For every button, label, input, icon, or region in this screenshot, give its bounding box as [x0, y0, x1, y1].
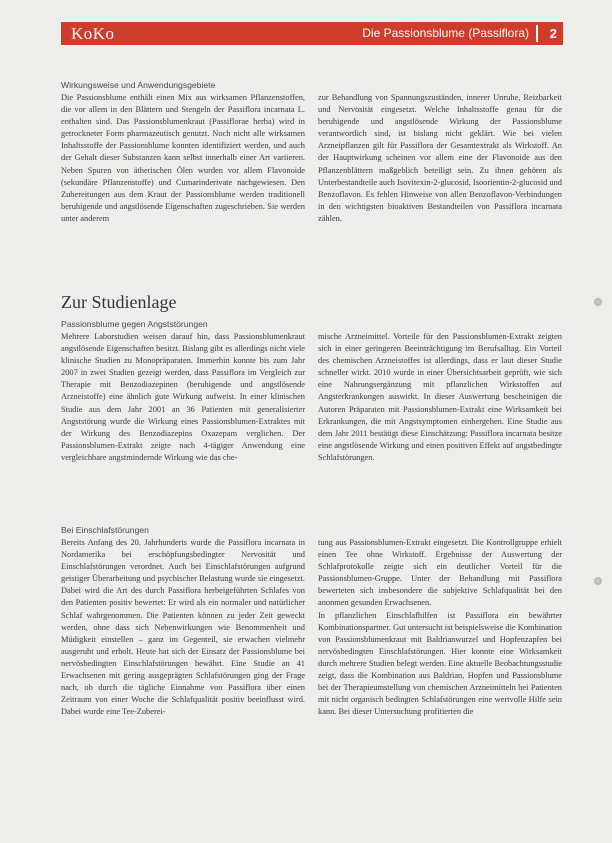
text-column-left: Die Passionsblume enthält einen Mix aus wirksamen Pflanzenstoffen, die vor allem in den Blättern und Stengeln der Passiflora incarnata L. enthalten sind. Das Passionsblumenkraut (Passiflorae herba) wird in getrockneter Form pharmazeutisch genutzt. Noch nicht alle wirksamen Inhaltsstoffe der Passionsblume konnten identifiziert werden, und auch der Gehalt dieser Substanzen kann selbst innerhalb einer Art variieren. Neben Spuren von ätherischen Ölen wurden vor allem Flavonoide (sekundäre Pflanzenstoffe) und Cumarinderivate nachgewiesen. Den Zubereitungen aus dem Kraut der Passionsblume werden traditionell beruhigende und angstlösende Eigenschaften zugeschrieben. Sie werden unter anderem	[61, 93, 305, 223]
text-column-left: Mehrere Laborstudien weisen darauf hin, dass Passionsblumenkraut angstlösende Eigenschaften besitzt. Bislang gibt es allerdings nicht viele klinische Studien zu Monopräparaten. Immerhin konnte bis zum Jahr 2007 in zwei Studien gezeigt werden, dass Passiflora im Vergleich zur Therapie mit Benzodiazepinen (beruhigende und angstlösende Arzneistoffe) eine ähnlich gute Wirkung aufweist. In einer klinischen Studie aus dem Jahr 2001 an 36 Patienten mit generalisierter Angststörung wurde die Wirkung eines Passionsblumen-Extraktes mit der Wirkung des Benzodiazepins Oxazepam verglichen. Der Passionsblumen-Extrakt zeigte nach 4-tägiger Anwendung eine vergleichbare angstmindernde Wirkung wie das che-	[61, 332, 305, 462]
text-column-right: zur Behandlung von Spannungszuständen, innerer Unruhe, Reizbarkeit und Nervosität eingesetzt. Welche Inhaltsstoffe genau für die beruhigende und angstlösende Wirkung der Passionsblume verantwortlich sind, ist bislang nicht geklärt. Wie bei vielen Arzneipflanzen gilt für Passiflora der Gesamtextrakt als Wirkstoff. An der Hauptwirkung scheinen vor allem eine der Flavonoide aus den Pflanzenblättern maßgeblich beteiligt sein. Zu ihnen gehören als Unterbestandteile auch Isovitexin-2-glucosid, Isoorientin-2-glucosid und Benzoflavon. Es fehlen Hinweise von allen Benzoflavon-Verbindungen in den wichtigsten bioaktiven Bestandteilen von Passiflora incarnata zählen.	[318, 93, 562, 223]
header-divider	[536, 25, 538, 42]
punch-hole	[594, 298, 602, 306]
text-column-right: tung aus Passionsblumen-Extrakt eingesetzt. Die Kontrollgruppe erhielt einen Tee ohne Wirkstoff. Ergebnisse der Auswertung der Schlafprotokolle zeigte sich ein deutlicher Vorteil für die Passionsblumen-Gruppe. Unter der Behandlung mit Passiflora bewerteten sich insbesondere die subjektive Schlafqualität bei den anonmen gesunden Erwachsenen. In pflanzlichen Einschlafhilfen ist Passiflora ein bewährter Kombinationspartner. Gut untersucht ist beispielsweise die Kombination von Passionsblumenkraut mit Baldrianwurzel und Hopfenzapfen bei nervösbedingten Einschlafstörungen. Hier konnte eine Wirksamkeit durch mehrere Studien belegt werden. Eine aktuelle Beobachtungsstudie zeigt, dass die Kombination aus Baldrian, Hopfen und Passionsblume bei der Therapieumstellung von chemischen Arzneimitteln bei Patienten mit nicht organisch bedingten Schlafstörungen eine wertvolle Hilfe sein kann. Bei dieser Untersuchung profitierten die	[318, 538, 562, 717]
subheading-einschlafstoerungen: Bei Einschlafstörungen	[61, 525, 149, 535]
text-column-left: Bereits Anfang des 20. Jahrhunderts wurde die Passiflora incarnata in Nordamerika bei erschöpfungsbedingter Nervosität und Einschlafstörungen verordnet. Auch bei Einschlafstörungen aufgrund geistiger Überarbeitung und psychischer Belastung wurde sie eingesetzt. Dabei wird die Art des durch Passiflora herbeigeführten Schlafes von den Patienten positiv bewertet: Er wird als ein normaler und natürlicher Schlaf wahrgenommen. Die Patienten können zu jeder Zeit geweckt werden, ohne dass sich Nebenwirkungen wie Benommenheit und Müdigkeit einstellen – ganz im Gegenteil, sie erwachen vielmehr ausgeruht und erholt. Heute hat sich der Einsatz der Passionsblume bei nervösbedingten Einschlafstörungen bewährt. Eine Studie an 41 Erwachsenen mit gering ausgeprägten Schlafstörungen ging der Frage nach, ob durch die tägliche Einnahme von Passiflora über einen Zeitraum von einer Woche die Schlafqualität positiv beeinflusst wird. Dabei wurde eine Tee-Zuberei-	[61, 538, 305, 717]
page-header	[61, 22, 563, 45]
section-title-studienlage: Zur Studienlage	[61, 292, 177, 312]
subheading-angststoerungen: Passionsblume gegen Angststörungen	[61, 319, 208, 329]
header-title: Die Passionsblume (Passiflora)	[362, 26, 529, 40]
punch-hole	[594, 577, 602, 585]
section-heading-wirkungsweise: Wirkungsweise und Anwendungsgebiete	[61, 80, 216, 90]
text-column-right: mische Arzneimittel. Vorteile für den Passionsblumen-Extrakt zeigten sich in einer geringeren Beeinträchtigung im Berufsalltag. Ein Vorteil des chemischen Arzneistoffes ist allerdings, dass er laut dieser Studie schneller wirkt. 2010 wurde in einer Übersichtsarbeit geprüft, wie sich eine Nahrungsergänzung mit pflanzlichen Wirkstoffen auf Angsterkrankungen auswirkt. In dieser Auswertung bescheinigen die Autoren Präparaten mit Passionsblumen-Extrakt eine Wirksamkeit bei Erkrankungen, die mit Angstsymptomen einhergehen. Eine Studie aus dem Jahr 2011 bestätigt diese Einschätzung: Passiflora incarnata besitze eine angstlösende Wirkung und einen positiven Effekt auf angstbedingte Schlafstörungen.	[318, 332, 562, 462]
page-number: 2	[549, 26, 557, 41]
brand-logo: KoKo	[71, 24, 115, 43]
